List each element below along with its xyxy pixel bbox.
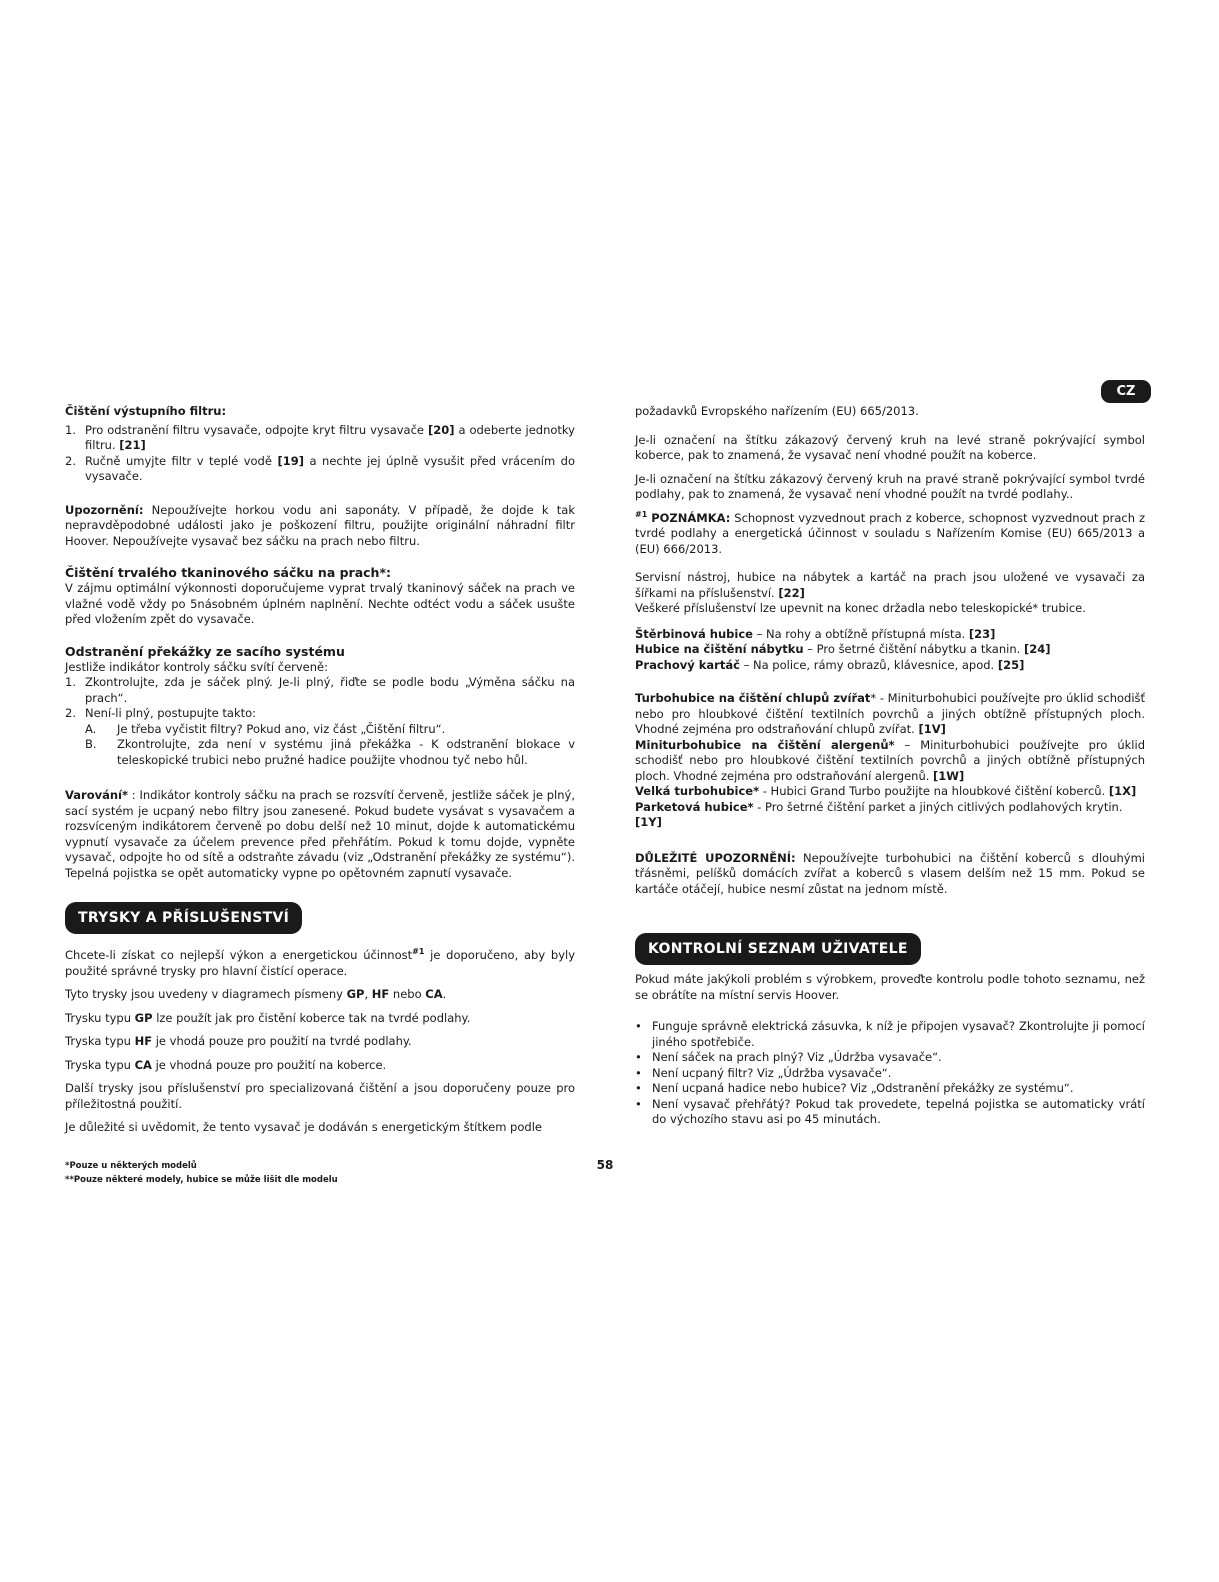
tools-hf: Tryska typu HF je vhodá pouze pro použití na tvrdé podlahy. — [65, 1034, 412, 1048]
footnote: **Pouze některé modely, hubice se může lišit dle modelu — [65, 1175, 338, 1185]
tools-energy: Je důležité si uvědomit, že tento vysavač je dodáván s energetickým štítkem podle — [65, 1120, 542, 1134]
language-badge: CZ — [1101, 380, 1151, 403]
crevice-tool: Štěrbinová hubice – Na rohy a obtížně přístupná místa. [23] — [635, 626, 996, 641]
list-text: Je třeba vyčistit filtry? Pokud ano, viz část „Čištění filtru“. — [117, 721, 446, 736]
list-number: 1. — [65, 422, 76, 437]
furniture-tool: Hubice na čištění nábytku – Pro šetrné čištění nábytku a tkanin. [24] — [635, 642, 1051, 656]
dust-brush: Prachový kartáč – Na police, rámy obrazů, klávesnice, apod. [25] — [635, 657, 1025, 672]
footnote: *Pouze u některých modelů — [65, 1161, 197, 1171]
tools-ca: Tryska typu CA je vhodná pouze pro použití na koberce. — [65, 1057, 387, 1072]
list-number: 2. — [65, 706, 76, 720]
list-number: 1. — [65, 675, 76, 689]
sub-list-item — [65, 722, 575, 738]
list-item — [65, 423, 575, 454]
tools-types: Tyto trysky jsou uvedeny v diagramech písmeny GP, HF nebo CA. — [65, 987, 447, 1001]
list-letter: B. — [85, 737, 97, 751]
accessory-storage: Servisní nástroj, hubice na nábytek a kartáč na prach jsou uložené ve vysavači za šířkami na příslušenství. [22] — [635, 570, 1145, 600]
bag-text: V zájmu optimální výkonnosti doporučujeme vyprat trvalý tkaninový sáček na prach ve vlažné vodě vždy po 5násobném úplném naplnění. Nechte odtéct vodu a sáček usušte před vložením zpět do vysavače. — [65, 581, 575, 626]
checklist-section-title: KONTROLNÍ SEZNAM UŽIVATELE — [635, 933, 921, 965]
blockage-intro: Jestliže indikátor kontroly sáčku svítí červeně: — [65, 659, 328, 674]
sub-list-item — [65, 737, 575, 768]
bullet: • — [635, 1065, 642, 1080]
indicator-warning: Varování* : Indikátor kontroly sáčku na prach se rozsvítí červeně, jestliže sáček je plný, sací systém je ucpaný nebo filtry jsou zanesené. Pokud budete vysávat s vysavačem a rozsvíceným indikátorem červeně po dobu delší než 10 minut, dojde k automatickému vypnutí vysavače za účelem prevence před přehřátím. Pokud k tomu dojde, vypněte vysavač, odpojte ho od sítě a odstraňte závadu (viz „Odstranění překážky ze systému“). Tepelná pojistka se opět automaticky vypne po opětovném zapnutí vysavače. — [65, 788, 575, 880]
big-turbo-tool: Velká turbohubice* - Hubici Grand Turbo použijte na hloubkové čištění koberců. [1X] — [635, 784, 1137, 798]
right-column — [635, 404, 1145, 1128]
checklist-item — [635, 1081, 1145, 1097]
checklist-intro: Pokud máte jakýkoli problém s výrobkem, proveďte kontrolu podle tohoto seznamu, než se obrátíte na místní servis Hoover. — [635, 972, 1145, 1002]
list-text: Pro odstranění filtru vysavače, odpojte kryt filtru vysavače [20] a odeberte jednotky filtru. [21] — [85, 422, 575, 452]
important-warning: DŮLEŽITÉ UPOZORNĚNÍ: Nepoužívejte turbohubici na čištění koberců s dlouhými třásněmi, pelíšků domácích zvířat a koberců s vlasem delším než 15 mm. Pokud se kartáče otáčejí, hubice nesmí zůstat na jednom místě. — [635, 850, 1145, 896]
page-number: 58 — [596, 1158, 614, 1172]
list-letter: A. — [85, 721, 97, 736]
accessory-fitting: Veškeré příslušenství lze upevnit na konec držadla nebo teleskopické* trubice. — [635, 601, 1086, 615]
blockage-heading: Odstranění překážky ze sacího systému — [65, 643, 345, 659]
tools-gp: Trysku typu GP lze použít jak pro čistění koberce tak na tvrdé podlahy. — [65, 1010, 471, 1025]
checklist-text: Není ucpaný filtr? Viz „Údržba vysavače“. — [652, 1065, 892, 1080]
bullet: • — [635, 1081, 642, 1095]
checklist-text: Není ucpaná hadice nebo hubice? Viz „Odstranění překážky ze systému“. — [652, 1081, 1074, 1095]
left-column — [65, 404, 575, 1136]
filter-heading: Čištění výstupního filtru: — [65, 404, 227, 418]
checklist-item — [635, 1097, 1145, 1128]
list-item — [65, 706, 575, 722]
tools-intro: Chcete-li získat co nejlepší výkon a energetickou účinnost$^{\#1}$ je doporučeno, aby byly použité správné trysky pro hlavní čistící operace. — [65, 947, 575, 978]
hardfloor-label-note: Je-li označení na štítku zákazový červený kruh na pravé straně pokrývající symbol tvrdé podlahy, pak to znamená, že vysavač není vhodné použít na tvrdé podlahy.. — [635, 471, 1145, 501]
checklist-text: Není sáček na prach plný? Viz „Údržba vysavače“. — [652, 1050, 942, 1064]
checklist-item — [635, 1066, 1145, 1082]
energy-note: $^{\#1}$ POZNÁMKA: Schopnost vyzvednout prach z koberce, schopnost vyzvednout prach z tvrdé podlahy a energetická účinnost v souladu s Nařízením Komise (EU) 665/2013 a (EU) 666/2013. — [635, 509, 1145, 556]
tools-section-title: TRYSKY A PŘÍSLUŠENSTVÍ — [65, 902, 302, 934]
carpet-label-note: Je-li označení na štítku zákazový červený kruh na levé straně pokrývající symbol koberce, pak to znamená, že vysavač není vhodné použít na koberce. — [635, 432, 1145, 462]
filter-warning: Upozornění: Nepoužívejte horkou vodu ani saponáty. V případě, že dojde k tak nepravděpodobné události jako je poškození filtru, použijte originální náhradní filtr Hoover. Nepoužívejte vysavač bez sáčku na prach nebo filtru. — [65, 502, 575, 548]
list-item — [65, 675, 575, 706]
list-item — [65, 454, 575, 485]
list-number: 2. — [65, 453, 76, 468]
checklist-item — [635, 1050, 1145, 1066]
checklist-text: Není vysavač přehřátý? Pokud tak provedete, tepelná pojistka se automaticky vrátí do výchozího stavu asi po 45 minutách. — [652, 1096, 1145, 1126]
footnotes — [65, 1159, 338, 1187]
tools-other: Další trysky jsou příslušenství pro specializovaná čištění a jsou doporučeny pouze pro příležitostná použití. — [65, 1081, 575, 1111]
pet-turbo-tool: Turbohubice na čištění chlupů zvířat* - Miniturbohubici používejte pro úklid schodišť nebo pro hloubkové čištění textilních povrchů a jiných obtížně přístupných ploch. Vhodné zejména pro odstraňování chlupů zvířat. [1V] — [635, 691, 1146, 736]
list-text: Zkontrolujte, zda není v systému jiná překážka - K odstranění blokace v teleskopické trubici nebo pružné hadice použijte vhodnou tyč nebo hůl. — [117, 737, 575, 767]
energy-regulation: požadavků Evropského nařízením (EU) 665/2013. — [635, 404, 919, 418]
bullet: • — [635, 1019, 642, 1033]
list-text: Zkontrolujte, zda je sáček plný. Je-li plný, řiďte se podle bodu „Výměna sáčku na prach“. — [85, 675, 575, 705]
allergy-turbo-tool: Miniturbohubice na čištění alergenů* – Miniturbohubici používejte pro úklid schodišť nebo pro hloubkové čištění textilních povrchů a jiných obtížně přístupných ploch. Vhodné zejména pro odstraňování alergenů. [1W] — [635, 737, 1145, 783]
parquet-tool: Parketová hubice* - Pro šetrné čištění parket a jiných citlivých podlahových krytin. [1Y] — [635, 799, 1123, 829]
bag-heading: Čištění trvalého tkaninového sáčku na prach*: — [65, 565, 391, 580]
list-text: Není-li plný, postupujte takto: — [85, 706, 257, 720]
bullet: • — [635, 1096, 642, 1111]
bullet: • — [635, 1050, 642, 1064]
checklist-text: Funguje správně elektrická zásuvka, k níž je připojen vysavač? Zkontrolujte ji pomocí jiného spotřebiče. — [652, 1019, 1145, 1049]
list-text: Ručně umyjte filtr v teplé vodě [19] a nechte jej úplně vysušit před vrácením do vysavače. — [85, 453, 576, 483]
checklist-item — [635, 1019, 1145, 1050]
